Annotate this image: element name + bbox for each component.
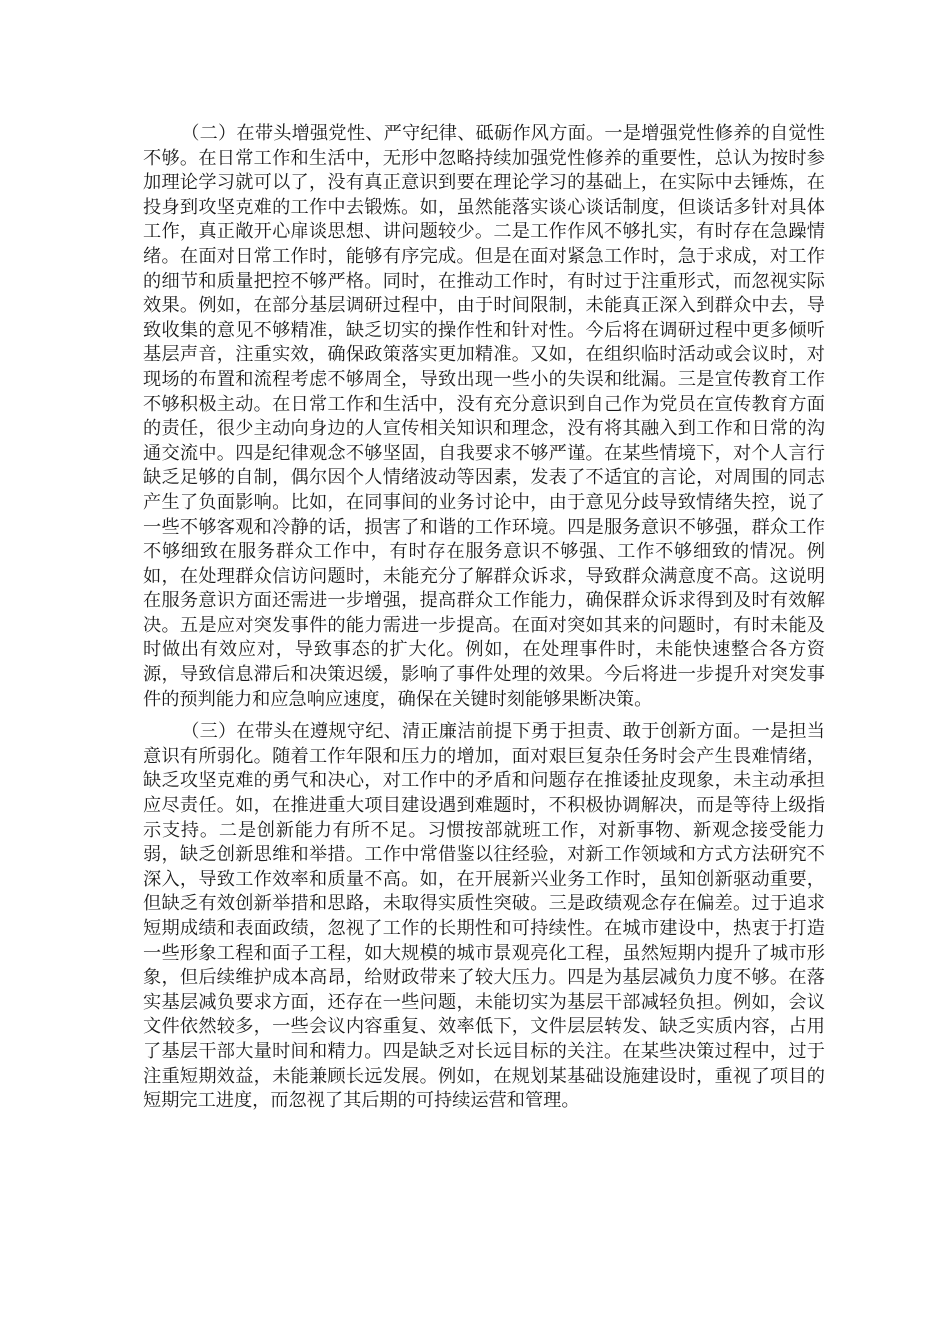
paragraph-section-three: （三）在带头在遵规守纪、清正廉洁前提下勇于担责、敢于创新方面。一是担当意识有所弱化。随着工作年限和压力的增加，面对艰巨复杂任务时会产生畏难情绪，缺乏攻坚克难的勇气和决心，对工作中的矛盾和问题存在推诿扯皮现象，未主动承担应尽责任。如，在推进重大项目建设遇到难题时，不积极协调解决，而是等待上级指示支持。二是创新能力有所不足。习惯按部就班工作，对新事物、新观念接受能力弱，缺乏创新思维和举措。工作中常借鉴以往经验，对新工作领域和方式方法研究不深入，导致工作效率和质量不高。如，在开展新兴业务工作时，虽知创新驱动重要，但缺乏有效创新举措和思路，未取得实质性突破。三是政绩观念存在偏差。过于追求短期成绩和表面政绩，忽视了工作的长期性和可持续性。在城市建设中，热衷于打造一些形象工程和面子工程，如大规模的城市景观亮化工程，虽然短期内提升了城市形象，但后续维护成本高昂，给财政带来了较大压力。四是为基层减负力度不够。在落实基层减负要求方面，还存在一些问题，未能切实为基层干部减轻负担。例如，会议文件依然较多，一些会议内容重复、效率低下，文件层层转发、缺乏实质内容，占用了基层干部大量时间和精力。四是缺乏对长远目标的关注。在某些决策过程中，过于注重短期效益，未能兼顾长远发展。例如，在规划某基础设施建设时，重视了项目的短期完工进度，而忽视了其后期的可持续运营和管理。 (143, 721, 825, 1112)
paragraph-section-two: （二）在带头增强党性、严守纪律、砥砺作风方面。一是增强党性修养的自觉性不够。在日常工作和生活中，无形中忽略持续加强党性修养的重要性，总认为按时参加理论学习就可以了，没有真正意识到要在理论学习的基础上，在实际中去锤炼，在投身到攻坚克难的工作中去锻炼。如，虽然能落实谈心谈话制度，但谈话多针对具体工作，真正敞开心扉谈思想、讲问题较少。二是工作作风不够扎实，有时存在急躁情绪。在面对日常工作时，能够有序完成。但是在面对紧急工作时，急于求成，对工作的细节和质量把控不够严格。同时，在推动工作时，有时过于注重形式，而忽视实际效果。例如，在部分基层调研过程中，由于时间限制，未能真正深入到群众中去，导致收集的意见不够精准，缺乏切实的操作性和针对性。今后将在调研过程中更多倾听基层声音，注重实效，确保政策落实更加精准。又如，在组织临时活动或会议时，对现场的布置和流程考虑不够周全，导致出现一些小的失误和纰漏。三是宣传教育工作不够积极主动。在日常工作和生活中，没有充分意识到自己作为党员在宣传教育方面的责任，很少主动向身边的人宣传相关知识和理念，没有将其融入到工作和日常的沟通交流中。四是纪律观念不够坚固，自我要求不够严谨。在某些情境下，对个人言行缺乏足够的自制，偶尔因个人情绪波动等因素，发表了不适宜的言论，对周围的同志产生了负面影响。比如，在同事间的业务讨论中，由于意见分歧导致情绪失控，说了一些不够客观和冷静的话，损害了和谐的工作环境。四是服务意识不够强，群众工作不够细致在服务群众工作中，有时存在服务意识不够强、工作不够细致的情况。例如，在处理群众信访问题时，未能充分了解群众诉求，导致群众满意度不高。这说明在服务意识方面还需进一步增强，提高群众工作能力，确保群众诉求得到及时有效解决。五是应对突发事件的能力需进一步提高。在面对突如其来的问题时，有时未能及时做出有效应对，导致事态的扩大化。例如，在处理事件时，未能快速整合各方资源，导致信息滞后和决策迟缓，影响了事件处理的效果。今后将进一步提升对突发事件的预判能力和应急响应速度，确保在关键时刻能够果断决策。 (143, 123, 825, 710)
document-page (143, 122, 825, 1114)
